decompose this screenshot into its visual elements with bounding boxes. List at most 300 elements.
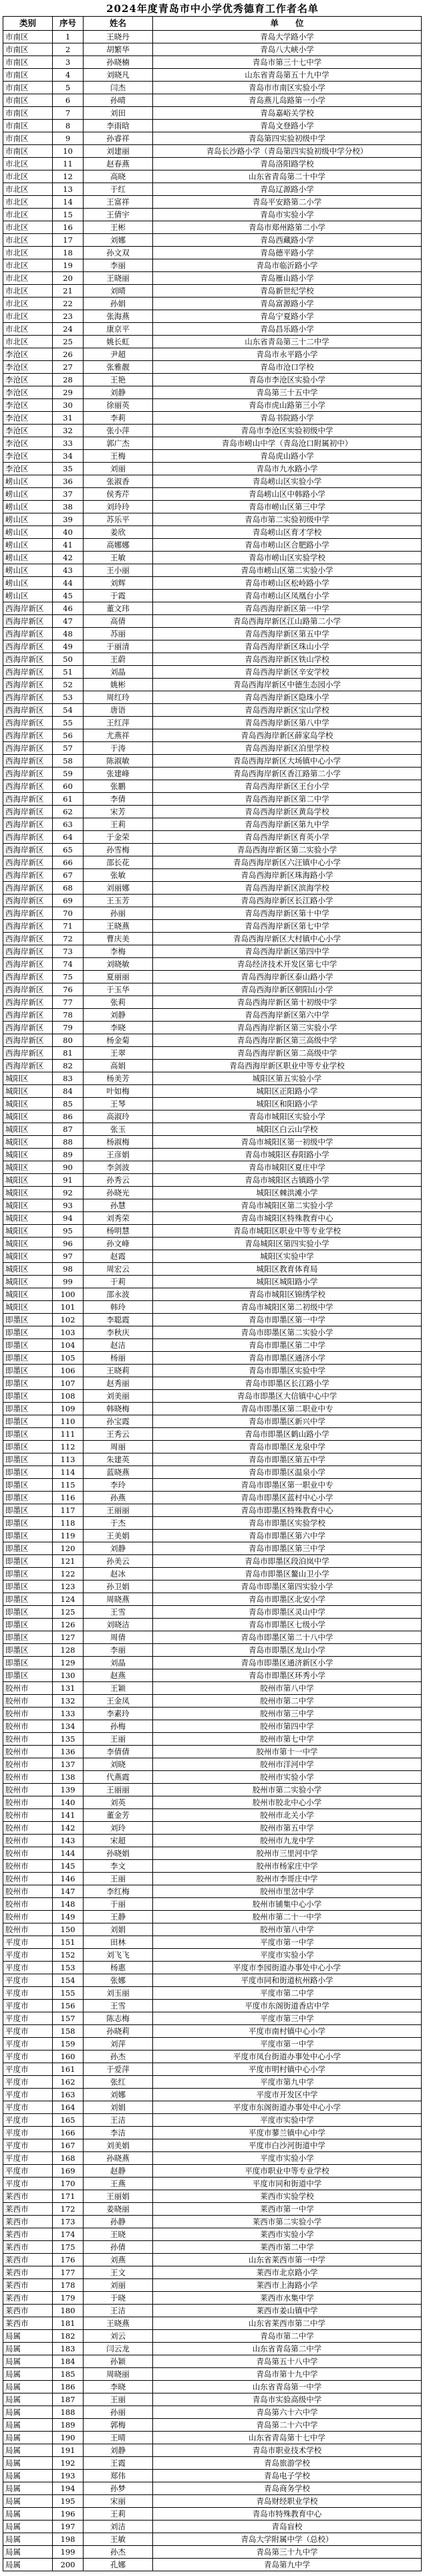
table-row	[3, 1314, 422, 1326]
number-cell: 2	[53, 43, 84, 56]
table-row	[3, 742, 422, 755]
table-row	[3, 285, 422, 298]
district-cell: 西海岸新区	[3, 844, 53, 856]
table-row	[3, 247, 422, 259]
table-row	[3, 120, 422, 132]
unit-cell: 青岛西海岸新区第七中学	[153, 920, 422, 933]
name-cell: 王艳	[84, 374, 153, 386]
number-cell: 121	[53, 1555, 84, 1568]
number-cell: 117	[53, 1504, 84, 1517]
district-cell: 城阳区	[3, 1250, 53, 1263]
name-cell: 刘娜	[84, 2089, 153, 2101]
name-cell: 王蔚	[84, 653, 153, 666]
number-cell: 92	[53, 1187, 84, 1199]
number-cell: 167	[53, 2139, 84, 2152]
number-cell: 144	[53, 1847, 84, 1860]
name-cell: 田林	[84, 1936, 153, 1949]
name-cell: 于丽	[84, 1898, 153, 1911]
number-cell: 179	[53, 2292, 84, 2305]
name-cell: 苏丽	[84, 628, 153, 640]
table-row	[3, 869, 422, 882]
table-row	[3, 1568, 422, 1580]
number-cell: 89	[53, 1149, 84, 1161]
district-cell: 莱西市	[3, 2216, 53, 2228]
name-cell: 张娜	[84, 1974, 153, 1987]
number-cell: 165	[53, 2114, 84, 2127]
district-cell: 市北区	[3, 170, 53, 183]
table-row	[3, 1098, 422, 1110]
table-row	[3, 2051, 422, 2063]
unit-cell: 青岛市崂山区合肥路小学	[153, 539, 422, 552]
district-cell: 莱西市	[3, 2305, 53, 2317]
district-cell: 市北区	[3, 259, 53, 272]
table-row	[3, 1885, 422, 1898]
district-cell: 莱西市	[3, 2317, 53, 2330]
name-cell: 王敏	[84, 2533, 153, 2546]
district-cell: 崂山区	[3, 539, 53, 552]
number-cell: 176	[53, 2254, 84, 2266]
table-row	[3, 1809, 422, 1822]
name-cell: 刘丽娜	[84, 882, 153, 895]
unit-cell: 青岛大学路小学	[153, 31, 422, 43]
district-cell: 莱西市	[3, 2190, 53, 2203]
table-row	[3, 1479, 422, 1492]
unit-cell: 青岛西海岸新区滨海学校	[153, 882, 422, 895]
unit-cell: 青岛市实验高级中学	[153, 2393, 422, 2406]
district-cell: 西海岸新区	[3, 793, 53, 806]
number-cell: 145	[53, 1860, 84, 1873]
district-cell: 平度市	[3, 2089, 53, 2101]
district-cell: 局属	[3, 2381, 53, 2393]
district-cell: 市北区	[3, 272, 53, 285]
district-cell: 西海岸新区	[3, 1047, 53, 1060]
table-row	[3, 2139, 422, 2152]
name-cell: 刘娜	[84, 234, 153, 247]
table-row	[3, 933, 422, 945]
name-cell: 赵霞	[84, 1250, 153, 1263]
unit-cell: 青岛西藏路小学	[153, 234, 422, 247]
number-cell: 26	[53, 348, 84, 361]
number-cell: 66	[53, 856, 84, 869]
name-cell: 郑伟	[84, 2470, 153, 2482]
district-cell: 李沧区	[3, 450, 53, 463]
number-cell: 87	[53, 1123, 84, 1136]
table-row	[3, 1873, 422, 1885]
unit-cell: 青岛市市南区实验小学	[153, 82, 422, 94]
number-cell: 119	[53, 1530, 84, 1542]
number-cell: 161	[53, 2063, 84, 2076]
number-cell: 147	[53, 1885, 84, 1898]
name-cell: 孙文双	[84, 247, 153, 259]
number-cell: 69	[53, 895, 84, 907]
number-cell: 70	[53, 907, 84, 920]
number-cell: 106	[53, 1365, 84, 1377]
name-cell: 李丽	[84, 259, 153, 272]
unit-cell: 城阳区实验中学	[153, 1250, 422, 1263]
name-cell: 张海燕	[84, 310, 153, 323]
unit-cell: 胶州市三里河中学	[153, 1847, 422, 1860]
unit-cell: 胶州市铺集中心小学	[153, 1898, 422, 1911]
district-cell: 局属	[3, 2393, 53, 2406]
table-row	[3, 209, 422, 221]
table-row	[3, 628, 422, 640]
header-name: 姓名	[84, 17, 153, 31]
unit-cell: 青岛市特殊教育中心	[153, 2508, 422, 2521]
district-cell: 崂山区	[3, 526, 53, 539]
table-row	[3, 1288, 422, 1301]
number-cell: 186	[53, 2381, 84, 2393]
unit-cell: 平度市蓼兰镇中心中学	[153, 2127, 422, 2139]
number-cell: 84	[53, 1085, 84, 1098]
table-row	[3, 183, 422, 196]
table-row	[3, 2317, 422, 2330]
unit-cell: 胶州市胶北中心小学	[153, 1796, 422, 1809]
number-cell: 115	[53, 1479, 84, 1492]
name-cell: 于莉	[84, 1276, 153, 1288]
name-cell: 赵冰	[84, 1568, 153, 1580]
number-cell: 24	[53, 323, 84, 336]
district-cell: 胶州市	[3, 1860, 53, 1873]
district-cell: 即墨区	[3, 1492, 53, 1504]
district-cell: 平度市	[3, 2038, 53, 2051]
district-cell: 西海岸新区	[3, 615, 53, 628]
name-cell: 王玉芳	[84, 895, 153, 907]
number-cell: 42	[53, 552, 84, 564]
name-cell: 王琴	[84, 1098, 153, 1110]
number-cell: 78	[53, 1009, 84, 1022]
table-row	[3, 1034, 422, 1047]
table-row	[3, 1555, 422, 1568]
name-cell: 闫云龙	[84, 2343, 153, 2355]
district-cell: 即墨区	[3, 1619, 53, 1631]
unit-cell: 青岛市虎山路第三小学	[153, 399, 422, 412]
district-cell: 西海岸新区	[3, 907, 53, 920]
name-cell: 夏丽丽	[84, 971, 153, 983]
district-cell: 莱西市	[3, 2254, 53, 2266]
name-cell: 孙晓光	[84, 1187, 153, 1199]
number-cell: 38	[53, 501, 84, 513]
name-cell: 孙梅	[84, 1720, 153, 1733]
number-cell: 173	[53, 2216, 84, 2228]
unit-cell: 平度市东阁街道办事处中心小学	[153, 2101, 422, 2114]
district-cell: 市南区	[3, 56, 53, 69]
table-row	[3, 1682, 422, 1695]
district-cell: 局属	[3, 2457, 53, 2470]
number-cell: 37	[53, 488, 84, 501]
name-cell: 孙晓燕	[84, 2152, 153, 2165]
unit-cell: 平度市凤台街道办事处中心小学	[153, 2051, 422, 2063]
name-cell: 刘秀荣	[84, 1212, 153, 1225]
unit-cell: 青岛西海岸新区第二中学	[153, 793, 422, 806]
district-cell: 局属	[3, 2482, 53, 2495]
number-cell: 99	[53, 1276, 84, 1288]
table-row	[3, 691, 422, 704]
unit-cell: 平度市第九中学	[153, 2076, 422, 2089]
unit-cell: 青岛西海岸新区朝阳山小学	[153, 983, 422, 996]
table-row	[3, 310, 422, 323]
number-cell: 33	[53, 437, 84, 450]
district-cell: 西海岸新区	[3, 742, 53, 755]
name-cell: 陈志梅	[84, 2012, 153, 2025]
district-cell: 平度市	[3, 2076, 53, 2089]
number-cell: 110	[53, 1415, 84, 1428]
name-cell: 姚长虹	[84, 336, 153, 348]
district-cell: 城阳区	[3, 1288, 53, 1301]
unit-cell: 莱西市实验小学	[153, 2228, 422, 2241]
number-cell: 190	[53, 2432, 84, 2444]
district-cell: 局属	[3, 2508, 53, 2521]
table-row	[3, 755, 422, 768]
unit-cell: 青岛市即墨区第二十八中学	[153, 1631, 422, 1644]
district-cell: 崂山区	[3, 590, 53, 602]
unit-cell: 莱西市第二中学	[153, 2241, 422, 2254]
table-row	[3, 2114, 422, 2127]
number-cell: 126	[53, 1619, 84, 1631]
name-cell: 王颖	[84, 1682, 153, 1695]
name-cell: 高倩	[84, 615, 153, 628]
name-cell: 王彬	[84, 221, 153, 234]
name-cell: 王雪	[84, 2000, 153, 2012]
unit-cell: 青岛市第十九中学	[153, 2368, 422, 2381]
name-cell: 周丽	[84, 1441, 153, 1453]
unit-cell: 莱西市北京路小学	[153, 2266, 422, 2279]
unit-cell: 青岛市即墨区第三中学	[153, 1542, 422, 1555]
table-row	[3, 425, 422, 437]
name-cell: 刘娟	[84, 1923, 153, 1936]
name-cell: 王洁	[84, 2114, 153, 2127]
district-cell: 胶州市	[3, 1822, 53, 1835]
number-cell: 184	[53, 2355, 84, 2368]
unit-cell: 莱西市实验学校	[153, 2190, 422, 2203]
district-cell: 即墨区	[3, 1644, 53, 1657]
unit-cell: 青岛西海岸新区江山路第二小学	[153, 615, 422, 628]
name-cell: 孙倩	[84, 2241, 153, 2254]
district-cell: 局属	[3, 2355, 53, 2368]
name-cell: 孙丽	[84, 907, 153, 920]
unit-cell: 胶州市实验小学	[153, 1771, 422, 1784]
number-cell: 19	[53, 259, 84, 272]
unit-cell: 青岛西海岸新区第十中学	[153, 907, 422, 920]
district-cell: 平度市	[3, 1949, 53, 1962]
unit-cell: 青岛盲校	[153, 2521, 422, 2533]
number-cell: 15	[53, 209, 84, 221]
district-cell: 局属	[3, 2406, 53, 2419]
number-cell: 48	[53, 628, 84, 640]
unit-cell: 青岛市实验小学	[153, 209, 422, 221]
name-cell: 于玉华	[84, 983, 153, 996]
table-row	[3, 2368, 422, 2381]
unit-cell: 胶州市李哥庄中学	[153, 1873, 422, 1885]
table-row	[3, 2089, 422, 2101]
number-cell: 158	[53, 2025, 84, 2038]
unit-cell: 青岛市城阳区夏庄中学	[153, 1161, 422, 1174]
number-cell: 181	[53, 2317, 84, 2330]
district-cell: 崂山区	[3, 475, 53, 488]
unit-cell: 青岛西海岸新区隐珠小学	[153, 691, 422, 704]
unit-cell: 青岛嘉峪关学校	[153, 107, 422, 120]
unit-cell: 青岛富源路小学	[153, 298, 422, 310]
number-cell: 11	[53, 158, 84, 170]
name-cell: 叶如梅	[84, 1085, 153, 1098]
name-cell: 赵洁	[84, 1339, 153, 1352]
unit-cell: 青岛西海岸新区职业中等专业学校	[153, 1060, 422, 1072]
table-row	[3, 2076, 422, 2089]
unit-cell: 城阳区白云山学校	[153, 1123, 422, 1136]
name-cell: 刘静	[84, 1009, 153, 1022]
number-cell: 151	[53, 1936, 84, 1949]
table-row	[3, 1441, 422, 1453]
name-cell: 刘玉丽	[84, 1987, 153, 2000]
name-cell: 刘辉	[84, 577, 153, 590]
name-cell: 王金凤	[84, 1695, 153, 1708]
unit-cell: 青岛经济技术开发区第七中学	[153, 958, 422, 971]
district-cell: 李沧区	[3, 412, 53, 425]
name-cell: 刘晓	[84, 1758, 153, 1771]
name-cell: 孙燕	[84, 1492, 153, 1504]
district-cell: 平度市	[3, 1974, 53, 1987]
district-cell: 平度市	[3, 2114, 53, 2127]
district-cell: 城阳区	[3, 1072, 53, 1085]
unit-cell: 胶州市第三中学	[153, 1708, 422, 1720]
number-cell: 135	[53, 1733, 84, 1746]
unit-cell: 青岛市即墨区大信镇中心中学	[153, 1390, 422, 1403]
number-cell: 14	[53, 196, 84, 209]
district-cell: 局属	[3, 2444, 53, 2457]
district-cell: 即墨区	[3, 1542, 53, 1555]
table-row	[3, 1720, 422, 1733]
district-cell: 即墨区	[3, 1517, 53, 1530]
number-cell: 122	[53, 1568, 84, 1580]
name-cell: 张莉	[84, 996, 153, 1009]
unit-cell: 青岛市临沂路小学	[153, 259, 422, 272]
number-cell: 77	[53, 996, 84, 1009]
number-cell: 57	[53, 742, 84, 755]
unit-cell: 青岛西海岸新区第三实验小学	[153, 1022, 422, 1034]
number-cell: 157	[53, 2012, 84, 2025]
number-cell: 131	[53, 1682, 84, 1695]
table-row	[3, 272, 422, 285]
table-row	[3, 679, 422, 691]
name-cell: 杨金菊	[84, 1034, 153, 1047]
table-row	[3, 1250, 422, 1263]
number-cell: 73	[53, 945, 84, 958]
district-cell: 莱西市	[3, 2203, 53, 2216]
name-cell: 李倩	[84, 793, 153, 806]
district-cell: 胶州市	[3, 1682, 53, 1695]
table-row	[3, 1301, 422, 1314]
unit-cell: 青岛西海岸新区大场镇中心小学	[153, 755, 422, 768]
name-cell: 刘晓凡	[84, 69, 153, 82]
name-cell: 宋芳	[84, 806, 153, 818]
table-row	[3, 1276, 422, 1288]
number-cell: 32	[53, 425, 84, 437]
number-cell: 150	[53, 1923, 84, 1936]
district-cell: 胶州市	[3, 1708, 53, 1720]
table-row	[3, 1212, 422, 1225]
number-cell: 97	[53, 1250, 84, 1263]
name-cell: 王梅	[84, 450, 153, 463]
unit-cell: 青岛西海岸新区中德生态园小学	[153, 679, 422, 691]
number-cell: 109	[53, 1403, 84, 1415]
number-cell: 177	[53, 2266, 84, 2279]
name-cell: 刘燕	[84, 2254, 153, 2266]
district-cell: 局属	[3, 2470, 53, 2482]
district-cell: 西海岸新区	[3, 691, 53, 704]
district-cell: 崂山区	[3, 564, 53, 577]
name-cell: 李文	[84, 1860, 153, 1873]
unit-cell: 平度市第一中学	[153, 1936, 422, 1949]
table-row	[3, 996, 422, 1009]
number-cell: 199	[53, 2546, 84, 2559]
name-cell: 郭广杰	[84, 437, 153, 450]
number-cell: 90	[53, 1161, 84, 1174]
number-cell: 86	[53, 1110, 84, 1123]
number-cell: 36	[53, 475, 84, 488]
district-cell: 城阳区	[3, 1123, 53, 1136]
unit-cell: 胶州市杨家庄中学	[153, 1860, 422, 1873]
number-cell: 162	[53, 2076, 84, 2089]
table-row	[3, 2533, 422, 2546]
number-cell: 127	[53, 1631, 84, 1644]
district-cell: 即墨区	[3, 1314, 53, 1326]
number-cell: 5	[53, 82, 84, 94]
number-cell: 34	[53, 450, 84, 463]
district-cell: 城阳区	[3, 1149, 53, 1161]
name-cell: 苏乐平	[84, 513, 153, 526]
unit-cell: 莱西市第一中学	[153, 2203, 422, 2216]
table-row	[3, 158, 422, 170]
unit-cell: 胶州市第十一中学	[153, 1746, 422, 1758]
unit-cell: 山东省青岛第十七中学	[153, 2432, 422, 2444]
number-cell: 116	[53, 1492, 84, 1504]
table-row	[3, 615, 422, 628]
number-cell: 96	[53, 1238, 84, 1250]
district-cell: 莱西市	[3, 2266, 53, 2279]
number-cell: 30	[53, 399, 84, 412]
district-cell: 城阳区	[3, 1301, 53, 1314]
district-cell: 西海岸新区	[3, 945, 53, 958]
district-cell: 西海岸新区	[3, 920, 53, 933]
unit-cell: 山东省青岛第五十九中学	[153, 69, 422, 82]
number-cell: 51	[53, 666, 84, 679]
unit-cell: 青岛西海岸新区第六中学	[153, 1009, 422, 1022]
unit-cell: 青岛市即墨区鳌山卫小学	[153, 1568, 422, 1580]
unit-cell: 青岛西海岸新区六汪镇中心小学	[153, 856, 422, 869]
name-cell: 张玉	[84, 1123, 153, 1136]
name-cell: 刘静	[84, 2444, 153, 2457]
number-cell: 148	[53, 1898, 84, 1911]
name-cell: 于红	[84, 183, 153, 196]
unit-cell: 青岛市城阳区特殊教育中心	[153, 1212, 422, 1225]
number-cell: 49	[53, 640, 84, 653]
district-cell: 即墨区	[3, 1403, 53, 1415]
district-cell: 西海岸新区	[3, 729, 53, 742]
table-row	[3, 1504, 422, 1517]
name-cell: 张敏	[84, 869, 153, 882]
unit-cell: 青岛市即墨区实验中学	[153, 1365, 422, 1377]
number-cell: 141	[53, 1809, 84, 1822]
table-row	[3, 437, 422, 450]
table-row	[3, 806, 422, 818]
unit-cell: 青岛财经职业学校	[153, 2495, 422, 2508]
table-row	[3, 1974, 422, 1987]
number-cell: 8	[53, 120, 84, 132]
district-cell: 西海岸新区	[3, 856, 53, 869]
name-cell: 李剑波	[84, 1161, 153, 1174]
table-row	[3, 1962, 422, 1974]
table-row	[3, 2000, 422, 2012]
unit-cell: 青岛市即墨区第一职业中专	[153, 1479, 422, 1492]
